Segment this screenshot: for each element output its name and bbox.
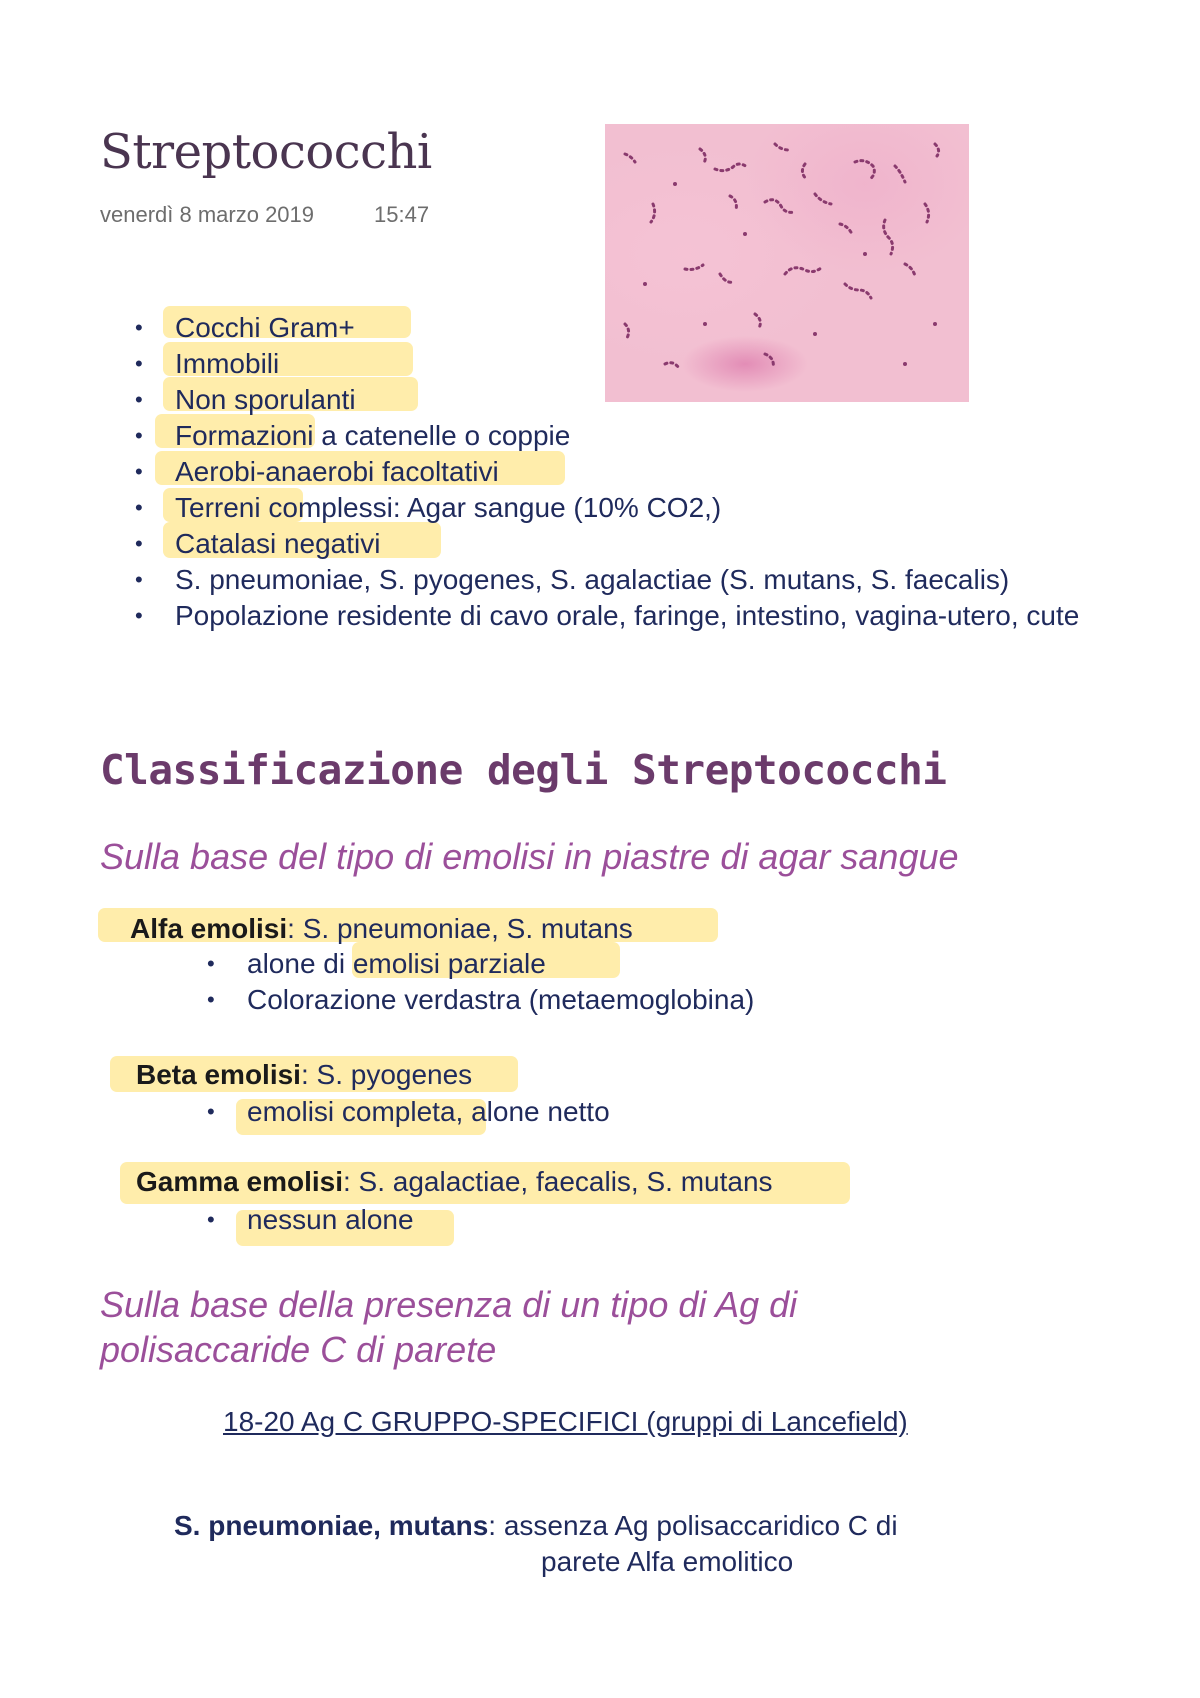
beta-group-title (136, 1059, 472, 1091)
alfa-group-title (130, 913, 633, 945)
list-item: • Colorazione verdastra (metaemoglobina) (207, 984, 755, 1015)
pneumoniae-text: : assenza Ag polisaccaridico C di (488, 1510, 898, 1541)
list-item: • Popolazione residente di cavo orale, faringe, intestino, vagina-utero, cute (135, 600, 1080, 631)
alfa-list (207, 946, 755, 1018)
gamma-label: Gamma emolisi (136, 1166, 343, 1197)
list-item: • Terreni complessi: Agar sangue (10% CO2,) (135, 492, 722, 523)
list-item: • Immobili (135, 348, 280, 379)
list-item: • nessun alone (207, 1204, 414, 1235)
lancefield-groups-link[interactable]: 18-20 Ag C GRUPPO-SPECIFICI (gruppi di Lancefield) (223, 1406, 908, 1437)
pneumoniae-label: S. pneumoniae, mutans (174, 1510, 489, 1541)
pneumoniae-note (174, 1510, 898, 1542)
page-title: Streptococchi (100, 124, 432, 180)
list-item: • Aerobi-anaerobi facoltativi (135, 456, 499, 487)
list-item: • Catalasi negativi (135, 528, 381, 559)
list-item: • alone di emolisi parziale (207, 948, 546, 979)
subheading-emolisi: Sulla base del tipo di emolisi in piastre di agar sangue (100, 836, 959, 877)
list-item: • Non sporulanti (135, 384, 356, 415)
gamma-species: : S. agalactiae, faecalis, S. mutans (342, 1166, 773, 1197)
date-time-line (100, 202, 429, 228)
beta-label: Beta emolisi (136, 1059, 301, 1090)
section-heading: Classificazione degli Streptococchi (100, 746, 947, 794)
alfa-label: Alfa emolisi (130, 913, 288, 944)
beta-species: : S. pyogenes (300, 1059, 473, 1090)
gamma-group-title (136, 1166, 773, 1198)
pneumoniae-note-cont: parete Alfa emolitico (541, 1546, 794, 1577)
list-item: • Cocchi Gram+ (135, 312, 355, 343)
beta-list (207, 1094, 610, 1130)
list-item: • emolisi completa, alone netto (207, 1096, 610, 1127)
gamma-list (207, 1202, 414, 1238)
alfa-species: : S. pneumoniae, S. mutans (287, 913, 633, 944)
list-item: • S. pneumoniae, S. pyogenes, S. agalactiae (S. mutans, S. faecalis) (135, 564, 1010, 595)
properties-list (135, 310, 1095, 634)
time-label: 15:47 (374, 202, 430, 227)
subheading-polisaccaride: Sulla base della presenza di un tipo di Ag di polisaccaride C di parete (100, 1284, 798, 1370)
list-item: • Formazioni a catenelle o coppie (135, 420, 571, 451)
date-label: venerdì 8 marzo 2019 (100, 202, 315, 227)
